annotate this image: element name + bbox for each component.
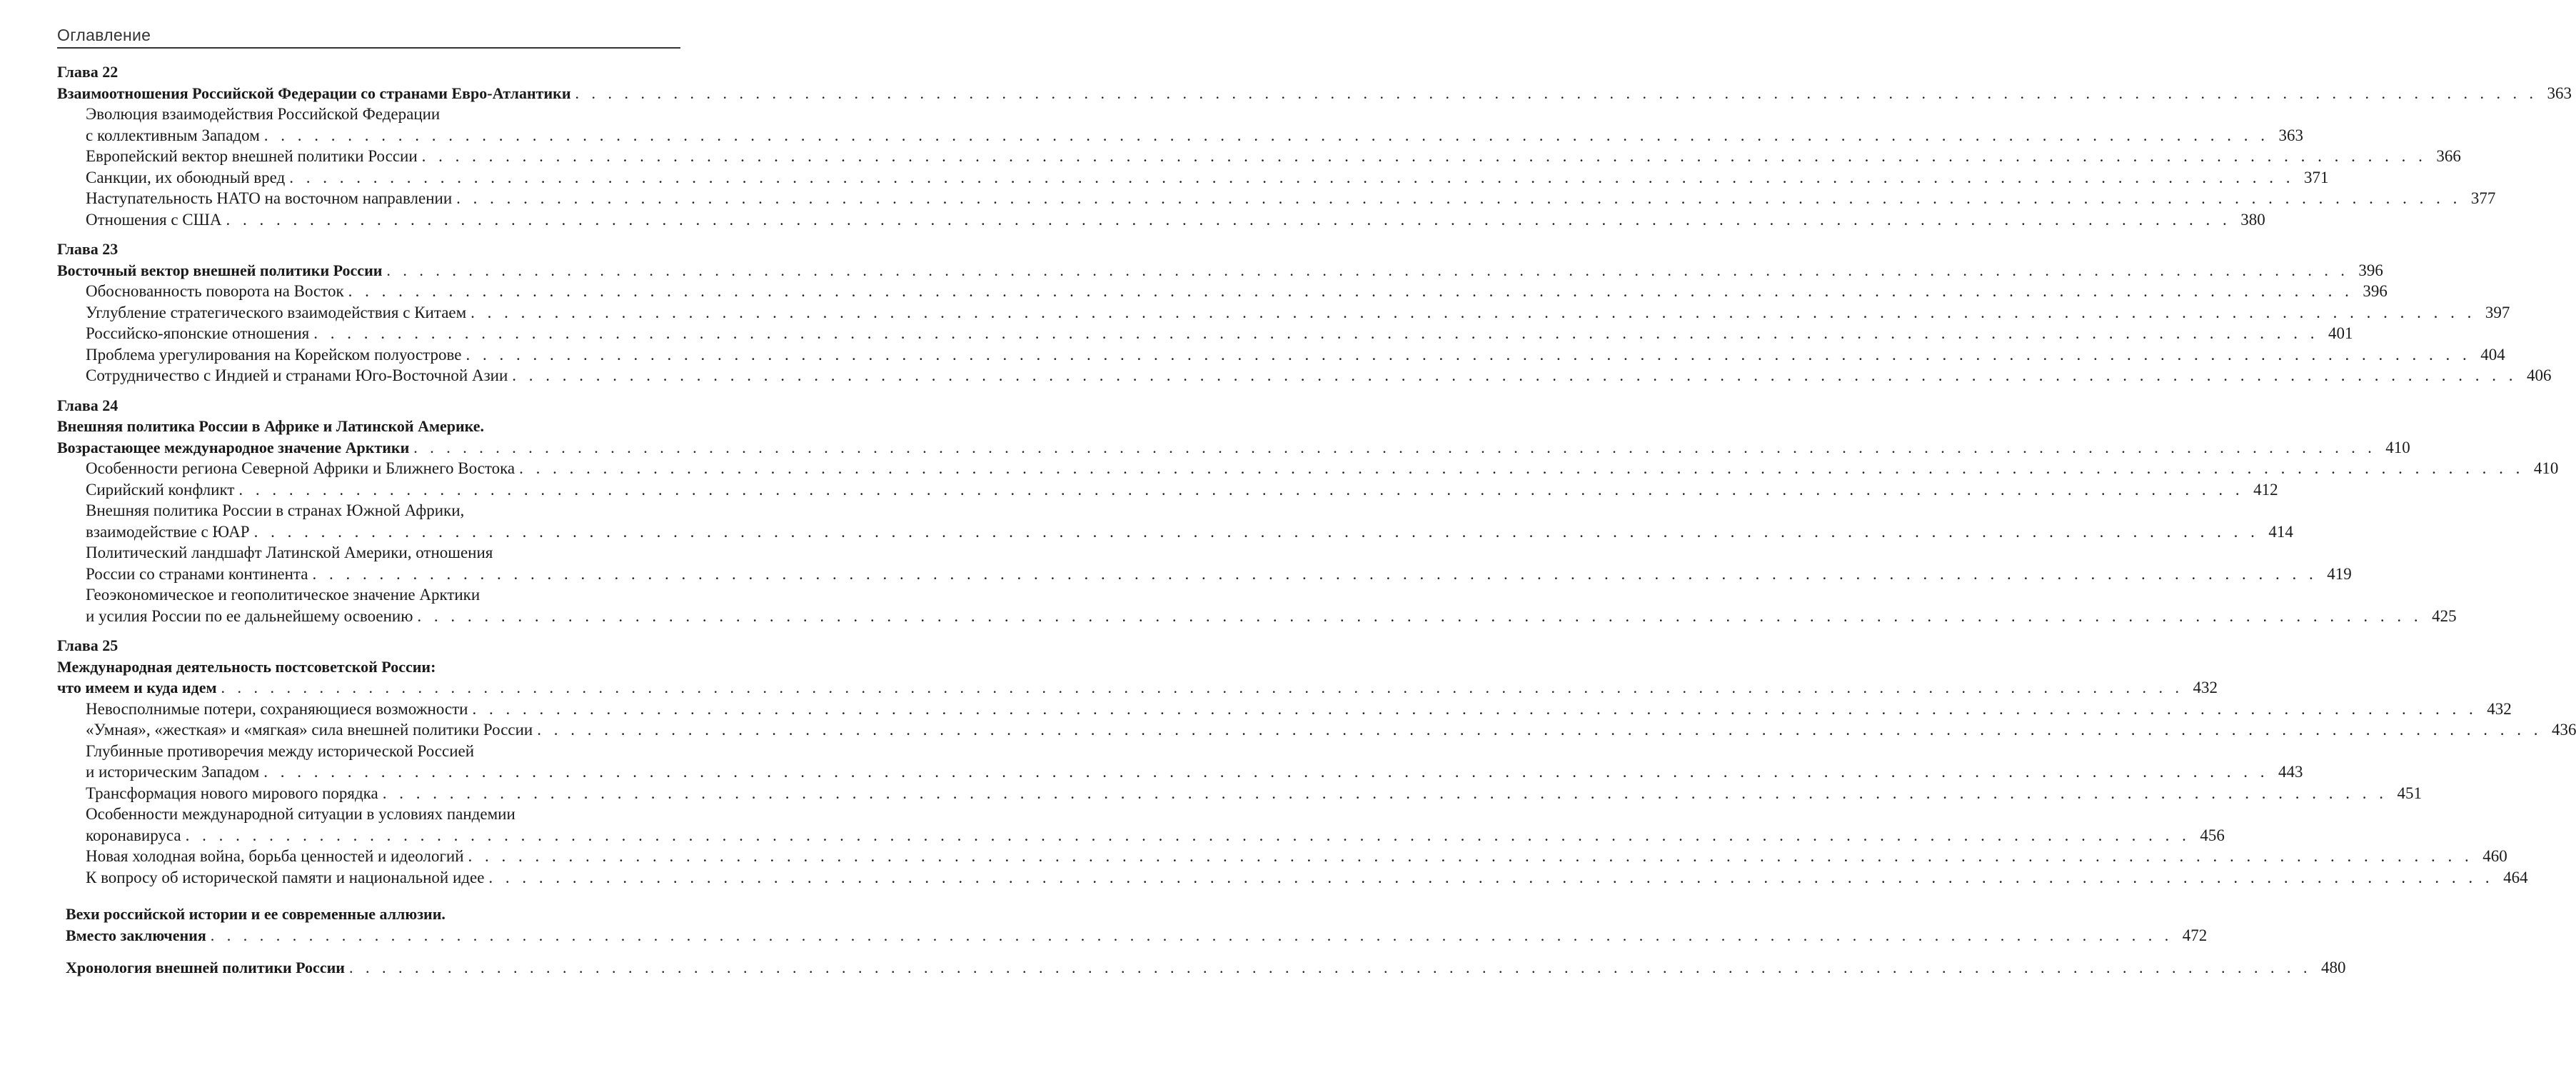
page-number: 456 <box>2200 826 2225 844</box>
page-number: 480 <box>2320 959 2346 976</box>
chapter-title-text: Восточный вектор внешней политики России <box>57 261 383 279</box>
chapter-title-text: Взаимоотношения Российской Федерации со странами Евро-Атлантики <box>57 84 571 102</box>
dot-leader: . . . . . . . . . . . . . . . . . . . . . . . . . . . . . . . . . . . . . . . . . . . . . . . . . . . . . . . . . . . . . . . . . . . . . . . . . . . . . . . . . . . . . . . . . . . . . . . . . . . . . . . . . . . . . . . . . . . . . . . . <box>348 959 2312 976</box>
section-entry[interactable] <box>57 867 2528 889</box>
dot-leader: . . . . . . . . . . . . . . . . . . . . . . . . . . . . . . . . . . . . . . . . . . . . . . . . . . . . . . . . . . . . . . . . . . . . . . . . . . . . . . . . . . . . . . . . . . . . . . . . . . . . . . . . . . . . . . . . . . . . . . . . <box>253 522 2259 541</box>
section-entry[interactable] <box>57 167 2329 189</box>
page-number: 443 <box>2278 763 2303 781</box>
dot-leader: . . . . . . . . . . . . . . . . . . . . . . . . . . . . . . . . . . . . . . . . . . . . . . . . . . . . . . . . . . . . . . . . . . . . . . . . . . . . . . . . . . . . . . . . . . . . . . . . . . . . . . . . . . . . . . . . . . . . . . . . <box>417 606 2422 625</box>
section-title-text: Невосполнимые потери, сохраняющиеся возможности <box>86 699 468 718</box>
page-number: 363 <box>2547 84 2572 102</box>
dot-leader: . . . . . . . . . . . . . . . . . . . . . . . . . . . . . . . . . . . . . . . . . . . . . . . . . . . . . . . . . . . . . . . . . . . . . . . . . . . . . . . . . . . . . . . . . . . . . . . . . . . . . . . . . . . . . . . . . . . . . . . . <box>263 763 2269 781</box>
running-head-title: Оглавление <box>57 26 151 44</box>
section-entry[interactable] <box>57 281 2388 302</box>
page-number: 451 <box>2397 784 2422 802</box>
chapter-title-entry[interactable] <box>57 260 2383 281</box>
chapter-block <box>57 239 2552 386</box>
chapter-title-entry[interactable] <box>57 677 2218 699</box>
chapter-block <box>57 395 2559 627</box>
dot-leader: . . . . . . . . . . . . . . . . . . . . . . . . . . . . . . . . . . . . . . . . . . . . . . . . . . . . . . . . . . . . . . . . . . . . . . . . . . . . . . . . . . . . . . . . . . . . . . . . . . . . . . . . . . . . . . . . . . . . . . . . <box>289 168 2295 186</box>
section-entry[interactable] <box>57 521 2293 543</box>
closing-title-text: Вехи российской истории и ее современные аллюзии. <box>66 905 446 923</box>
section-title-text: Проблема урегулирования на Корейском полуострове <box>86 345 462 364</box>
chapter-label: Глава 23 <box>57 240 119 258</box>
section-title-text: Глубинные противоречия между исторической Россией <box>86 741 475 760</box>
dot-leader: . . . . . . . . . . . . . . . . . . . . . . . . . . . . . . . . . . . . . . . . . . . . . . . . . . . . . . . . . . . . . . . . . . . . . . . . . . . . . . . . . . . . . . . . . . . . . . . . . . . . . . . . . . . . . . . . . . . . . . . . <box>210 926 2173 944</box>
section-title-text: К вопросу об исторической памяти и национальной идее <box>86 868 485 886</box>
page-number: 396 <box>2363 282 2388 300</box>
section-entry[interactable] <box>57 500 680 521</box>
dot-leader: . . . . . . . . . . . . . . . . . . . . . . . . . . . . . . . . . . . . . . . . . . . . . . . . . . . . . . . . . . . . . . . . . . . . . . . . . . . . . . . . . . . . . . . . . . . . . . . . . . . . . . . . . . . . . . . . . . . . . . . . <box>471 303 2476 321</box>
closing-block <box>57 957 2346 979</box>
section-title-text: Эволюция взаимодействия Российской Федерации <box>86 105 441 123</box>
section-entry[interactable] <box>57 606 2457 627</box>
closing-title-text: Хронология внешней политики России <box>66 959 345 976</box>
section-title-text: Отношения с США <box>86 210 222 229</box>
dot-leader: . . . . . . . . . . . . . . . . . . . . . . . . . . . . . . . . . . . . . . . . . . . . . . . . . . . . . . . . . . . . . . . . . . . . . . . . . . . . . . . . . . . . . . . . . . . . . . . . . . . . . . . . . . . . . . . . . . . . . . . . <box>488 868 2494 886</box>
page-number: 414 <box>2268 522 2293 541</box>
dot-leader: . . . . . . . . . . . . . . . . . . . . . . . . . . . . . . . . . . . . . . . . . . . . . . . . . . . . . . . . . . . . . . . . . . . . . . . . . . . . . . . . . . . . . . . . . . . . . . . . . . . . . . . . . . . . . . . . . . . . . . . . <box>263 126 2269 144</box>
dot-leader: . . . . . . . . . . . . . . . . . . . . . . . . . . . . . . . . . . . . . . . . . . . . . . . . . . . . . . . . . . . . . . . . . . . . . . . . . . . . . . . . . . . . . . . . . . . . . . . . . . . . . . . . . . . . . . . . . . . . . . . . <box>537 721 2542 739</box>
section-entry[interactable] <box>57 365 2552 386</box>
section-title-text: Политический ландшафт Латинской Америки, отношения <box>86 544 493 561</box>
section-title-text: Сирийский конфликт <box>86 480 235 499</box>
dot-leader: . . . . . . . . . . . . . . . . . . . . . . . . . . . . . . . . . . . . . . . . . . . . . . . . . . . . . . . . . . . . . . . . . . . . . . . . . . . . . . . . . . . . . . . . . . . . . . . . . . . . . . . . . . . . . . . . . . . . . . . . <box>238 480 2244 499</box>
section-title-text: с коллективным Западом <box>86 126 260 144</box>
section-entry[interactable] <box>57 146 2461 167</box>
chapter-title-text: что имеем и куда идем <box>57 679 217 696</box>
chapter-label: Глава 25 <box>57 636 119 654</box>
section-title-text: Внешняя политика России в странах Южной Африки, <box>86 501 465 519</box>
page-number: 432 <box>2193 679 2218 696</box>
page-number: 425 <box>2432 606 2457 625</box>
dot-leader: . . . . . . . . . . . . . . . . . . . . . . . . . . . . . . . . . . . . . . . . . . . . . . . . . . . . . . . . . . . . . . . . . . . . . . . . . . . . . . . . . . . . . . . . . . . . . . . . . . . . . . . . . . . . . . . . . . . . . . . . <box>386 261 2349 279</box>
section-entry[interactable] <box>57 458 2559 479</box>
page-number: 397 <box>2485 303 2510 321</box>
dot-leader: . . . . . . . . . . . . . . . . . . . . . . . . . . . . . . . . . . . . . . . . . . . . . . . . . . . . . . . . . . . . . . . . . . . . . . . . . . . . . . . . . . . . . . . . . . . . . . . . . . . . . . . . . . . . . . . . . . . . . . . . <box>456 189 2462 207</box>
closing-entry[interactable] <box>66 904 680 925</box>
section-title-text: коронавируса <box>86 826 181 844</box>
section-entry[interactable] <box>57 825 2225 846</box>
section-entry[interactable] <box>57 719 2576 741</box>
section-title-text: Российско-японские отношения <box>86 324 310 342</box>
section-title-text: России со странами континента <box>86 564 308 583</box>
section-entry[interactable] <box>57 783 2422 804</box>
header-rule <box>57 47 680 49</box>
section-title-text: Санкции, их обоюдный вред <box>86 168 286 186</box>
page-number: 412 <box>2253 480 2278 499</box>
table-of-contents <box>57 61 2576 979</box>
dot-leader: . . . . . . . . . . . . . . . . . . . . . . . . . . . . . . . . . . . . . . . . . . . . . . . . . . . . . . . . . . . . . . . . . . . . . . . . . . . . . . . . . . . . . . . . . . . . . . . . . . . . . . . . . . . . . . . . . . . . . . . . <box>226 210 2231 229</box>
section-entry[interactable] <box>57 209 2265 231</box>
dot-leader: . . . . . . . . . . . . . . . . . . . . . . . . . . . . . . . . . . . . . . . . . . . . . . . . . . . . . . . . . . . . . . . . . . . . . . . . . . . . . . . . . . . . . . . . . . . . . . . . . . . . . . . . . . . . . . . . . . . . . . . . <box>313 324 2319 342</box>
section-title-text: взаимодействие с ЮАР <box>86 522 250 541</box>
page-number: 380 <box>2240 210 2265 229</box>
chapter-label: Глава 24 <box>57 396 119 414</box>
chapter-title-entry[interactable] <box>57 83 2572 104</box>
page-number: 436 <box>2551 721 2576 739</box>
page-number: 410 <box>2385 438 2410 456</box>
section-entry[interactable] <box>57 542 680 564</box>
chapter-block <box>57 61 2572 230</box>
page-number: 371 <box>2303 168 2329 186</box>
section-entry[interactable] <box>57 761 2303 783</box>
dot-leader: . . . . . . . . . . . . . . . . . . . . . . . . . . . . . . . . . . . . . . . . . . . . . . . . . . . . . . . . . . . . . . . . . . . . . . . . . . . . . . . . . . . . . . . . . . . . . . . . . . . . . . . . . . . . . . . . . . . . . . . . <box>312 564 2318 583</box>
chapter-title-text: Возрастающее международное значение Арктики <box>57 438 410 456</box>
section-entry[interactable] <box>57 846 2507 867</box>
chapter-title-entry[interactable] <box>57 416 680 437</box>
dot-leader: . . . . . . . . . . . . . . . . . . . . . . . . . . . . . . . . . . . . . . . . . . . . . . . . . . . . . . . . . . . . . . . . . . . . . . . . . . . . . . . . . . . . . . . . . . . . . . . . . . . . . . . . . . . . . . . . . . . . . . . . <box>185 826 2190 844</box>
page-number: 401 <box>2328 324 2353 342</box>
page-number: 472 <box>2182 926 2208 944</box>
dot-leader: . . . . . . . . . . . . . . . . . . . . . . . . . . . . . . . . . . . . . . . . . . . . . . . . . . . . . . . . . . . . . . . . . . . . . . . . . . . . . . . . . . . . . . . . . . . . . . . . . . . . . . . . . . . . . . . . . . . . . . . . <box>221 679 2183 696</box>
section-title-text: и усилия России по ее дальнейшему освоению <box>86 606 413 625</box>
page-number: 410 <box>2533 459 2559 477</box>
dot-leader: . . . . . . . . . . . . . . . . . . . . . . . . . . . . . . . . . . . . . . . . . . . . . . . . . . . . . . . . . . . . . . . . . . . . . . . . . . . . . . . . . . . . . . . . . . . . . . . . . . . . . . . . . . . . . . . . . . . . . . . . <box>575 84 2537 102</box>
section-entry[interactable] <box>57 188 2496 209</box>
dot-leader: . . . . . . . . . . . . . . . . . . . . . . . . . . . . . . . . . . . . . . . . . . . . . . . . . . . . . . . . . . . . . . . . . . . . . . . . . . . . . . . . . . . . . . . . . . . . . . . . . . . . . . . . . . . . . . . . . . . . . . . . <box>421 147 2427 165</box>
chapter-label: Глава 22 <box>57 63 119 81</box>
section-entry[interactable] <box>57 479 2278 501</box>
section-entry[interactable] <box>57 344 2505 366</box>
page-number: 460 <box>2482 847 2507 865</box>
page-number: 396 <box>2358 261 2383 279</box>
dot-leader: . . . . . . . . . . . . . . . . . . . . . . . . . . . . . . . . . . . . . . . . . . . . . . . . . . . . . . . . . . . . . . . . . . . . . . . . . . . . . . . . . . . . . . . . . . . . . . . . . . . . . . . . . . . . . . . . . . . . . . . . <box>512 366 2517 384</box>
page-number: 406 <box>2527 366 2552 384</box>
section-title-text: Новая холодная война, борьба ценностей и идеологий <box>86 847 464 865</box>
section-title-text: Трансформация нового мирового порядка <box>86 784 378 802</box>
section-title-text: Особенности региона Северной Африки и Ближнего Востока <box>86 459 515 477</box>
section-entry[interactable] <box>57 741 680 762</box>
dot-leader: . . . . . . . . . . . . . . . . . . . . . . . . . . . . . . . . . . . . . . . . . . . . . . . . . . . . . . . . . . . . . . . . . . . . . . . . . . . . . . . . . . . . . . . . . . . . . . . . . . . . . . . . . . . . . . . . . . . . . . . . <box>472 699 2477 718</box>
dot-leader: . . . . . . . . . . . . . . . . . . . . . . . . . . . . . . . . . . . . . . . . . . . . . . . . . . . . . . . . . . . . . . . . . . . . . . . . . . . . . . . . . . . . . . . . . . . . . . . . . . . . . . . . . . . . . . . . . . . . . . . . <box>466 345 2471 364</box>
closing-block <box>57 904 2208 946</box>
closing-entry[interactable] <box>66 957 2346 979</box>
section-entry[interactable] <box>57 323 2353 344</box>
dot-leader: . . . . . . . . . . . . . . . . . . . . . . . . . . . . . . . . . . . . . . . . . . . . . . . . . . . . . . . . . . . . . . . . . . . . . . . . . . . . . . . . . . . . . . . . . . . . . . . . . . . . . . . . . . . . . . . . . . . . . . . . <box>413 438 2376 456</box>
chapter-title-text: Международная деятельность постсоветской России: <box>57 657 436 676</box>
section-entry[interactable] <box>57 125 2303 146</box>
section-title-text: Европейский вектор внешней политики России <box>86 147 418 165</box>
section-title-text: и историческим Западом <box>86 763 260 781</box>
page-number: 404 <box>2480 345 2505 364</box>
chapter-block <box>57 635 2576 888</box>
section-title-text: Обоснованность поворота на Восток <box>86 282 344 300</box>
dot-leader: . . . . . . . . . . . . . . . . . . . . . . . . . . . . . . . . . . . . . . . . . . . . . . . . . . . . . . . . . . . . . . . . . . . . . . . . . . . . . . . . . . . . . . . . . . . . . . . . . . . . . . . . . . . . . . . . . . . . . . . . <box>348 282 2353 300</box>
page-number: 419 <box>2327 564 2352 583</box>
chapter-title-entry[interactable] <box>57 656 680 678</box>
chapter-title-entry[interactable] <box>57 437 2410 459</box>
section-entry[interactable] <box>57 804 680 825</box>
section-title-text: «Умная», «жесткая» и «мягкая» сила внешней политики России <box>86 721 533 739</box>
chapter-title-text: Внешняя политика России в Африке и Латинской Америке. <box>57 417 485 435</box>
page-number: 363 <box>2278 126 2303 144</box>
section-entry[interactable] <box>57 302 2510 324</box>
section-title-text: Углубление стратегического взаимодействия с Китаем <box>86 303 467 321</box>
section-entry[interactable] <box>57 104 680 125</box>
section-entry[interactable] <box>57 584 680 606</box>
page-number: 432 <box>2487 699 2512 718</box>
section-entry[interactable] <box>57 699 2512 720</box>
section-title-text: Особенности международной ситуации в условиях пандемии <box>86 805 515 823</box>
page-number: 377 <box>2470 189 2496 207</box>
section-entry[interactable] <box>57 564 2352 585</box>
section-title-text: Геоэкономическое и геополитическое значение Арктики <box>86 586 481 604</box>
page-number: 464 <box>2503 868 2528 886</box>
section-title-text: Сотрудничество с Индией и странами Юго-Восточной Азии <box>86 366 508 384</box>
section-title-text: Наступательность НАТО на восточном направлении <box>86 189 453 207</box>
dot-leader: . . . . . . . . . . . . . . . . . . . . . . . . . . . . . . . . . . . . . . . . . . . . . . . . . . . . . . . . . . . . . . . . . . . . . . . . . . . . . . . . . . . . . . . . . . . . . . . . . . . . . . . . . . . . . . . . . . . . . . . . <box>468 847 2473 865</box>
page-number: 366 <box>2436 147 2461 165</box>
dot-leader: . . . . . . . . . . . . . . . . . . . . . . . . . . . . . . . . . . . . . . . . . . . . . . . . . . . . . . . . . . . . . . . . . . . . . . . . . . . . . . . . . . . . . . . . . . . . . . . . . . . . . . . . . . . . . . . . . . . . . . . . <box>382 784 2388 802</box>
closing-entry[interactable] <box>66 925 2208 946</box>
dot-leader: . . . . . . . . . . . . . . . . . . . . . . . . . . . . . . . . . . . . . . . . . . . . . . . . . . . . . . . . . . . . . . . . . . . . . . . . . . . . . . . . . . . . . . . . . . . . . . . . . . . . . . . . . . . . . . . . . . . . . . . . <box>519 459 2525 477</box>
closing-title-text: Вместо заключения <box>66 926 206 944</box>
